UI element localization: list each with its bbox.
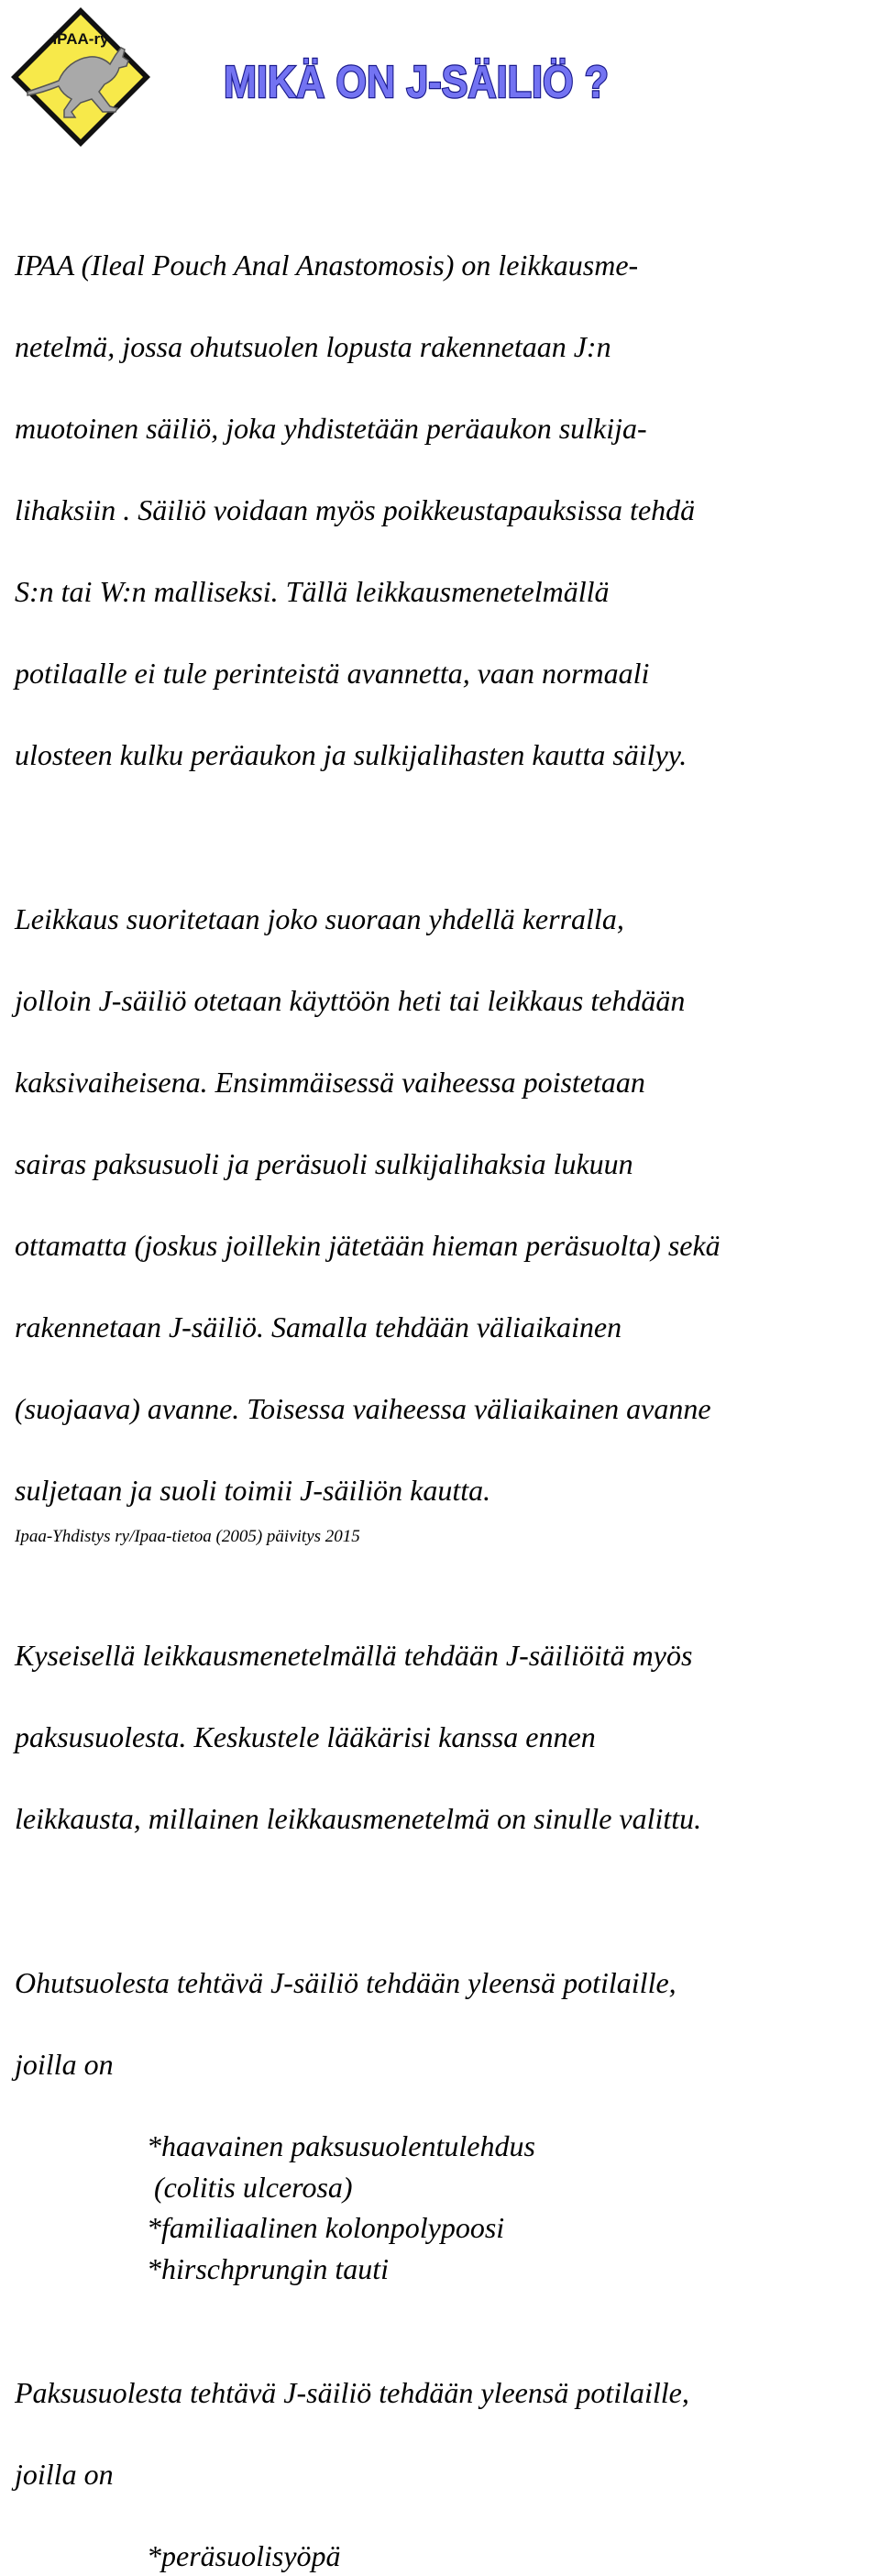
- list-item: *peräsuolisyöpä: [15, 2536, 876, 2576]
- text-line: kaksivaiheisena. Ensimmäisessä vaiheessa poistetaan: [15, 1062, 876, 1103]
- text-line: muotoinen säiliö, joka yhdistetään peräaukon sulkija-: [15, 408, 876, 449]
- text-line: joilla on: [15, 2044, 876, 2085]
- text-line: ulosteen kulku peräaukon ja sulkijalihasten kautta säilyy.: [15, 735, 876, 776]
- text-line: rakennetaan J-säiliö. Samalla tehdään väliaikainen: [15, 1307, 876, 1348]
- page-title-text: MIKÄ ON J-SÄILIÖ ?: [224, 58, 609, 107]
- text-line: (suojaava) avanne. Toisessa vaiheessa väliaikainen avanne: [15, 1388, 876, 1430]
- list-item: *haavainen paksusuolentulehdus: [15, 2126, 876, 2167]
- text-line: lihaksiin . Säiliö voidaan myös poikkeustapauksissa tehdä: [15, 490, 876, 531]
- procedure-paragraph: [15, 858, 876, 1553]
- doctor-paragraph: [15, 1594, 876, 1880]
- text-line: joilla on: [15, 2454, 876, 2495]
- large-intestine-section: [15, 2331, 876, 2536]
- text-line: paksusuolesta. Keskustele lääkärisi kanssa ennen: [15, 1717, 876, 1758]
- text-line: Kyseisellä leikkausmenetelmällä tehdään J-säiliöitä myös: [15, 1635, 876, 1676]
- text-line: leikkausta, millainen leikkausmenetelmä on sinulle valittu.: [15, 1798, 876, 1840]
- ipaa-logo: [7, 4, 154, 150]
- text-line: IPAA (Ileal Pouch Anal Anastomosis) on leikkausme-: [15, 245, 876, 286]
- kangaroo-icon: [7, 4, 154, 150]
- list-item: *hirschprungin tauti: [15, 2249, 876, 2290]
- footer-text: Ipaa-Yhdistys ry/Ipaa-tietoa (2005) päivitys 2015: [15, 1526, 360, 1548]
- intro-paragraph: [15, 204, 876, 816]
- logo-text: IPAA-ry: [52, 30, 109, 48]
- text-line: netelmä, jossa ohutsuolen lopusta rakennetaan J:n: [15, 326, 876, 368]
- text-line: S:n tai W:n malliseksi. Tällä leikkausmenetelmällä: [15, 571, 876, 613]
- text-line: Paksusuolesta tehtävä J-säiliö tehdään yleensä potilaille,: [15, 2372, 876, 2414]
- text-line: sairas paksusuoli ja peräsuoli sulkijalihaksia lukuun: [15, 1144, 876, 1185]
- page-title: [220, 53, 614, 108]
- document-body: [15, 204, 876, 2576]
- text-line: jolloin J-säiliö otetaan käyttöön heti tai leikkaus tehdään: [15, 980, 876, 1022]
- small-intestine-section: [15, 1922, 876, 2127]
- text-line: suljetaan ja suoli toimii J-säiliön kautta.: [15, 1470, 876, 1511]
- text-line: potilaalle ei tule perinteistä avannetta, vaan normaali: [15, 653, 876, 694]
- text-line: Ohutsuolesta tehtävä J-säiliö tehdään yleensä potilaille,: [15, 1962, 876, 2004]
- list-item: (colitis ulcerosa): [15, 2167, 876, 2208]
- text-line: Leikkaus suoritetaan joko suoraan yhdellä kerralla,: [15, 899, 876, 940]
- list-item: *familiaalinen kolonpolypoosi: [15, 2207, 876, 2249]
- text-line: ottamatta (joskus joillekin jätetään hieman peräsuolta) sekä: [15, 1225, 876, 1266]
